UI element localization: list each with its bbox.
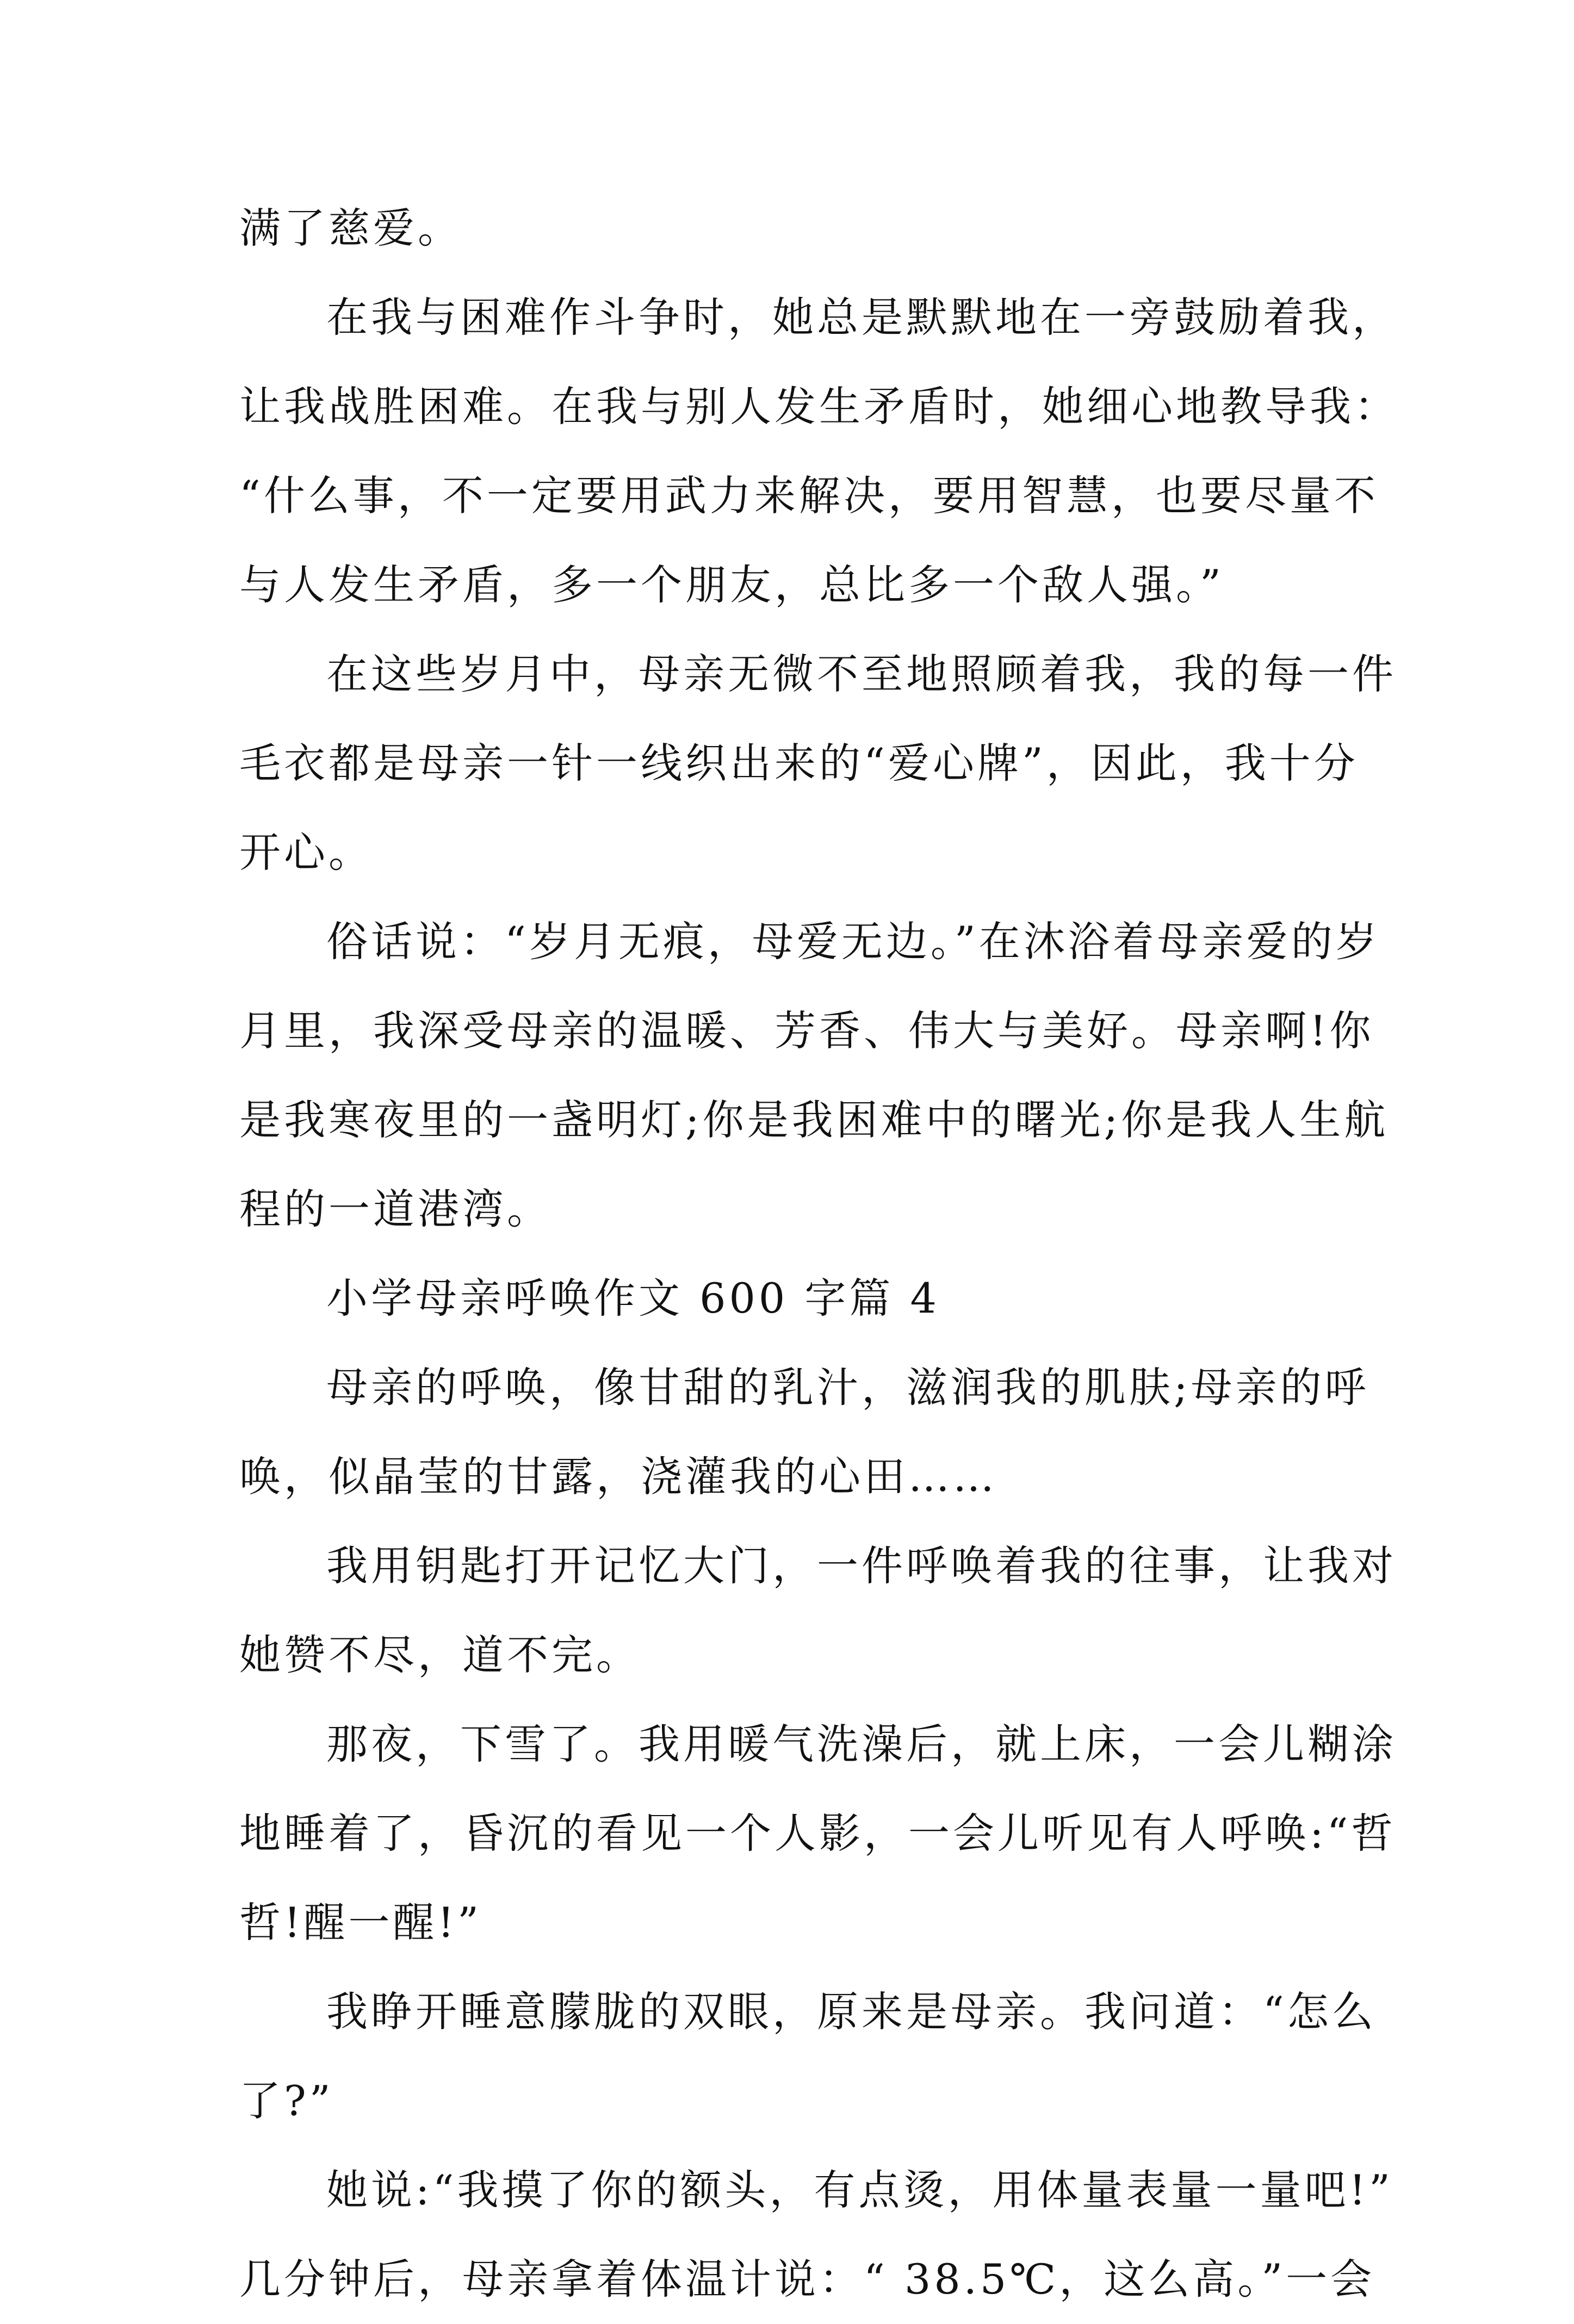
- text-line: 让我战胜困难。在我与别人发生矛盾时，她细心地教导我：: [239, 382, 1399, 431]
- text-line: 唤，似晶莹的甘露，浇灌我的心田……: [239, 1452, 997, 1501]
- text-line: 几分钟后，母亲拿着体温计说：“ 38.5℃，这么高。”一会: [239, 2255, 1375, 2303]
- text-line: 开心。: [239, 828, 373, 877]
- text-line: 我用钥匙打开记忆大门，一件呼唤着我的往事，让我对: [326, 1542, 1397, 1590]
- text-line: 毛衣都是母亲一针一线织出来的“爱心牌”，因此，我十分: [239, 739, 1359, 787]
- text-line: 她说:“我摸了你的额头，有点烫，用体量表量一量吧!”: [326, 2166, 1393, 2214]
- text-line: 月里，我深受母亲的温暖、芳香、伟大与美好。母亲啊!你: [239, 1006, 1374, 1055]
- text-line: 小学母亲呼唤作文 600 字篇 4: [326, 1274, 940, 1322]
- text-line: 母亲的呼唤，像甘甜的乳汁，滋润我的肌肤;母亲的呼: [326, 1363, 1369, 1412]
- text-line: 俗话说：“岁月无痕，母爱无边。”在沐浴着母亲爱的岁: [326, 917, 1380, 966]
- text-line: 满了慈爱。: [239, 204, 462, 252]
- text-line: 与人发生矛盾，多一个朋友，总比多一个敌人强。”: [239, 561, 1224, 609]
- body-text: [239, 184, 1399, 2324]
- text-line: 在我与困难作斗争时，她总是默默地在一旁鼓励着我，: [326, 293, 1397, 341]
- text-line: 是我寒夜里的一盏明灯;你是我困难中的曙光;你是我人生航: [239, 1096, 1389, 1144]
- text-line: 了?”: [239, 2077, 334, 2125]
- text-line: 那夜，下雪了。我用暖气洗澡后，就上床，一会儿糊涂: [326, 1720, 1397, 1768]
- text-line: “什么事，不一定要用武力来解决，要用智慧，也要尽量不: [239, 471, 1379, 520]
- text-line: 在这些岁月中，母亲无微不至地照顾着我，我的每一件: [326, 650, 1397, 698]
- text-line: 她赞不尽，道不完。: [239, 1631, 641, 1679]
- text-line: 地睡着了，昏沉的看见一个人影，一会儿听见有人呼唤:“哲: [239, 1809, 1396, 1857]
- text-line: 我睁开睡意朦胧的双眼，原来是母亲。我问道：“怎么: [326, 1987, 1377, 2036]
- text-line: 程的一道港湾。: [239, 1185, 551, 1233]
- text-line: 哲!醒一醒!”: [239, 1898, 482, 1947]
